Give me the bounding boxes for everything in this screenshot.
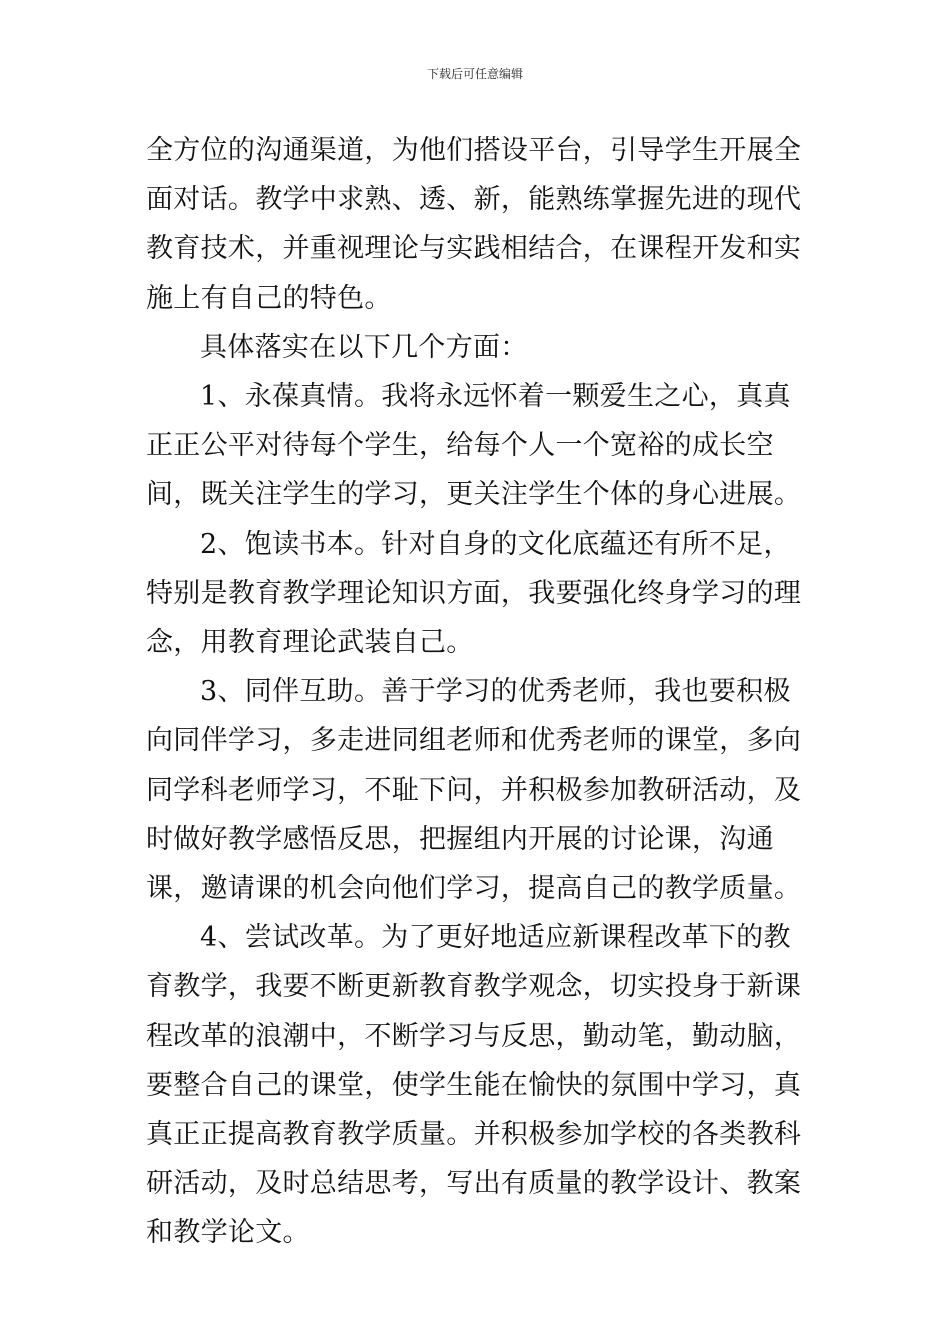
document-body: [146, 126, 806, 1258]
paragraph-item-2: 2、饱读书本。针对自身的文化底蕴还有所不足，特别是教育教学理论知识方面，我要强化终身学习的理念，用教育理论武装自己。: [146, 528, 802, 659]
paragraph-item-1: 1、永葆真情。我将永远怀着一颗爱生之心，真真正正公平对待每个学生，给每个人一个宽裕的成长空间，既关注学生的学习，更关注学生个体的身心进展。: [146, 381, 802, 511]
paragraph-continuation: 全方位的沟通渠道，为他们搭设平台，引导学生开展全面对话。教学中求熟、透、新，能熟练掌握先进的现代教育技术，并重视理论与实践相结合，在课程开发和实施上有自己的特色。: [146, 135, 802, 314]
paragraph-intro: 具体落实在以下几个方面：: [200, 331, 528, 363]
paragraph-item-4: 4、尝试改革。为了更好地适应新课程改革下的教育教学，我要不断更新教育教学观念，切实投身于新课程改革的浪潮中，不断学习与反思，勤动笔，勤动脑，要整合自己的课堂，使学生能在愉快的氛围中学习，真真正正提高教育教学质量。并积极参加学校的各类教科研活动，及时总结思考，写出有质量的教学设计、教案和教学论文。: [146, 922, 802, 1249]
paragraph-item-3: 3、同伴互助。善于学习的优秀老师，我也要积极向同伴学习，多走进同组老师和优秀老师的课堂，多向同学科老师学习，不耻下问，并积极参加教研活动，及时做好教学感悟反思，把握组内开展的讨论课，沟通课，邀请课的机会向他们学习，提高自己的教学质量。: [146, 676, 802, 905]
page-header: 下载后可任意编辑: [426, 67, 523, 81]
